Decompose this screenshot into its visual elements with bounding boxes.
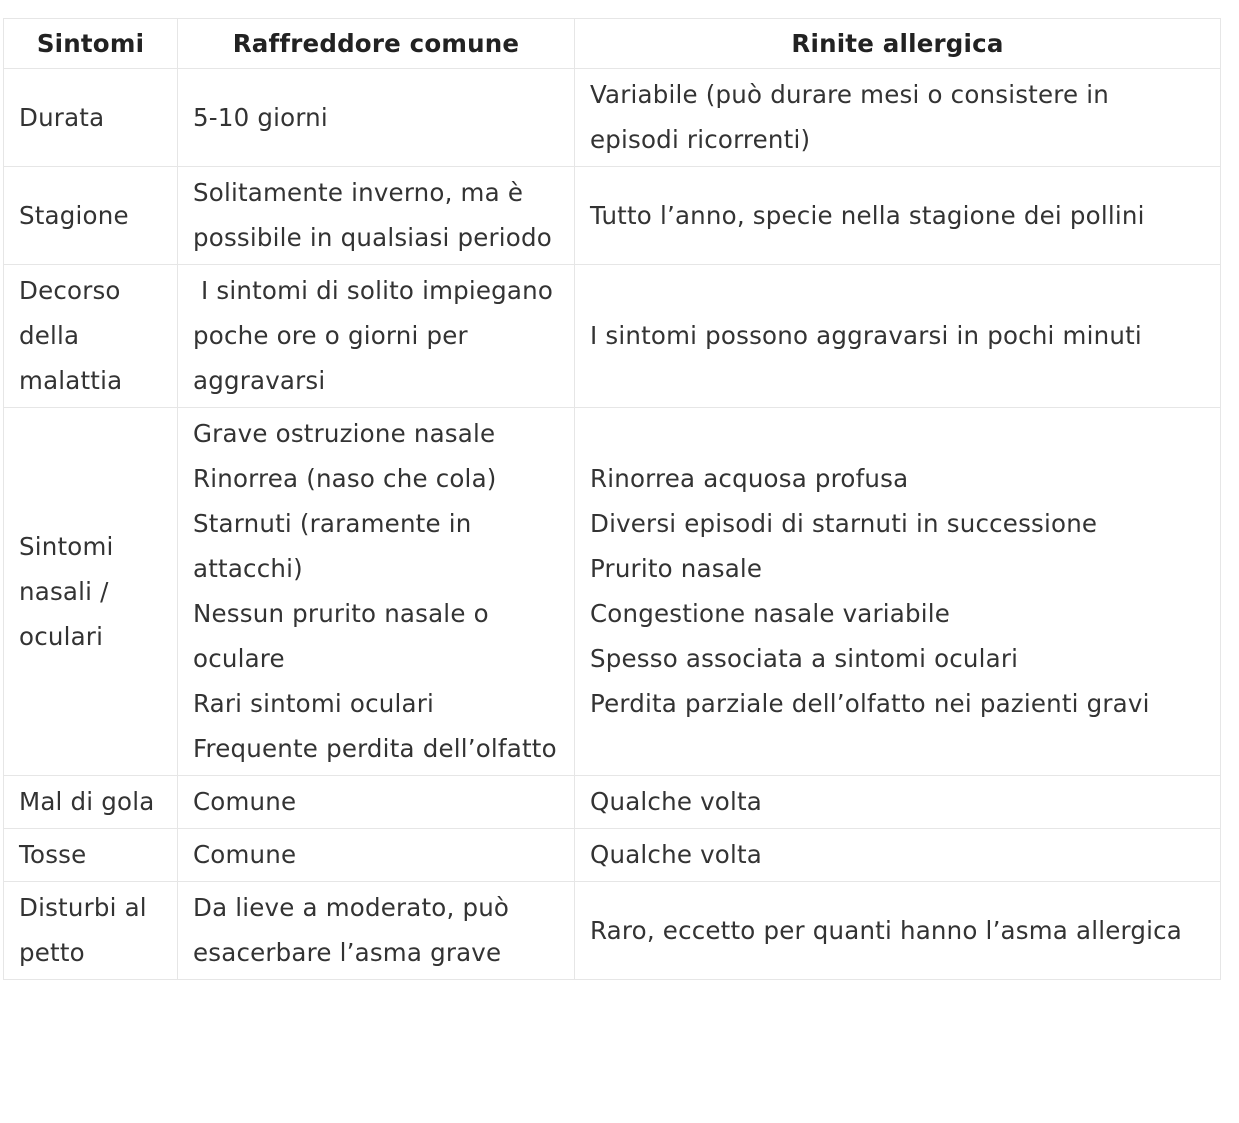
- cell-line: Rari sintomi oculari: [193, 689, 435, 718]
- cold-cell: [178, 69, 575, 167]
- column-header-symptoms: Sintomi: [4, 19, 178, 69]
- symptom-cell: Tosse: [4, 829, 178, 882]
- cell-text: Tutto l’anno, specie nella stagione dei pollini: [590, 200, 1145, 230]
- cell-line: Grave ostruzione nasale: [193, 419, 496, 448]
- table-row: [4, 776, 1221, 829]
- table-header-row: [4, 19, 1221, 69]
- table-row: [4, 167, 1221, 265]
- allergy-cell: [575, 776, 1221, 829]
- cell-text: Qualche volta: [590, 787, 763, 816]
- cell-line: Nessun prurito nasale o oculare: [193, 599, 489, 673]
- cell-text: Da lieve a moderato, può esacerbare l’asma grave: [193, 893, 510, 967]
- cold-cell: [178, 776, 575, 829]
- symptom-cell: Decorso della malattia: [4, 265, 178, 408]
- table-row: [4, 69, 1221, 167]
- symptom-cell: Stagione: [4, 167, 178, 265]
- cell-line: Congestione nasale variabile: [590, 599, 951, 628]
- cold-cell: [178, 882, 575, 980]
- symptom-cell: Durata: [4, 69, 178, 167]
- cold-cell: [178, 265, 575, 408]
- cold-cell: [178, 829, 575, 882]
- symptom-cell: Mal di gola: [4, 776, 178, 829]
- table-row: [4, 408, 1221, 776]
- table-row: [4, 265, 1221, 408]
- cell-line: Frequente perdita dell’olfatto: [193, 734, 557, 763]
- cell-line: Diversi episodi di starnuti in successione: [590, 509, 1098, 538]
- cell-text: Variabile (può durare mesi o consistere in episodi ricorrenti): [590, 80, 1109, 154]
- allergy-cell: [575, 69, 1221, 167]
- cell-line: Rinorrea acquosa profusa: [590, 464, 909, 493]
- cell-text: 5-10 giorni: [193, 102, 328, 132]
- table-row: [4, 829, 1221, 882]
- column-header-common-cold: Raffreddore comune: [178, 19, 575, 69]
- cold-cell: [178, 408, 575, 776]
- allergy-cell: [575, 882, 1221, 980]
- column-header-allergic-rhinitis: Rinite allergica: [575, 19, 1221, 69]
- cell-text: I sintomi possono aggravarsi in pochi minuti: [590, 321, 1142, 350]
- cold-cell: [178, 167, 575, 265]
- symptom-cell: Sintomi nasali / oculari: [4, 408, 178, 776]
- cell-line: Spesso associata a sintomi oculari: [590, 644, 1019, 673]
- cell-text: Solitamente inverno, ma è possibile in qualsiasi periodo: [193, 178, 552, 252]
- cell-text: I sintomi di solito impiegano poche ore o giorni per aggravarsi: [193, 276, 562, 395]
- cell-text: Comune: [193, 840, 297, 869]
- cell-text: Raro, eccetto per quanti hanno l’asma allergica: [590, 915, 1182, 945]
- allergy-cell: [575, 829, 1221, 882]
- cell-line: Starnuti (raramente in attacchi): [193, 509, 472, 583]
- allergy-cell: [575, 408, 1221, 776]
- cell-text: Qualche volta: [590, 840, 763, 869]
- table-row: [4, 882, 1221, 980]
- allergy-cell: [575, 265, 1221, 408]
- cell-line: Perdita parziale dell’olfatto nei pazienti gravi: [590, 689, 1150, 718]
- allergy-cell: [575, 167, 1221, 265]
- cell-line: Prurito nasale: [590, 554, 763, 583]
- cell-text: Comune: [193, 787, 297, 816]
- symptom-cell: Disturbi al petto: [4, 882, 178, 980]
- cell-line: Rinorrea (naso che cola): [193, 464, 497, 493]
- comparison-table: [3, 18, 1221, 980]
